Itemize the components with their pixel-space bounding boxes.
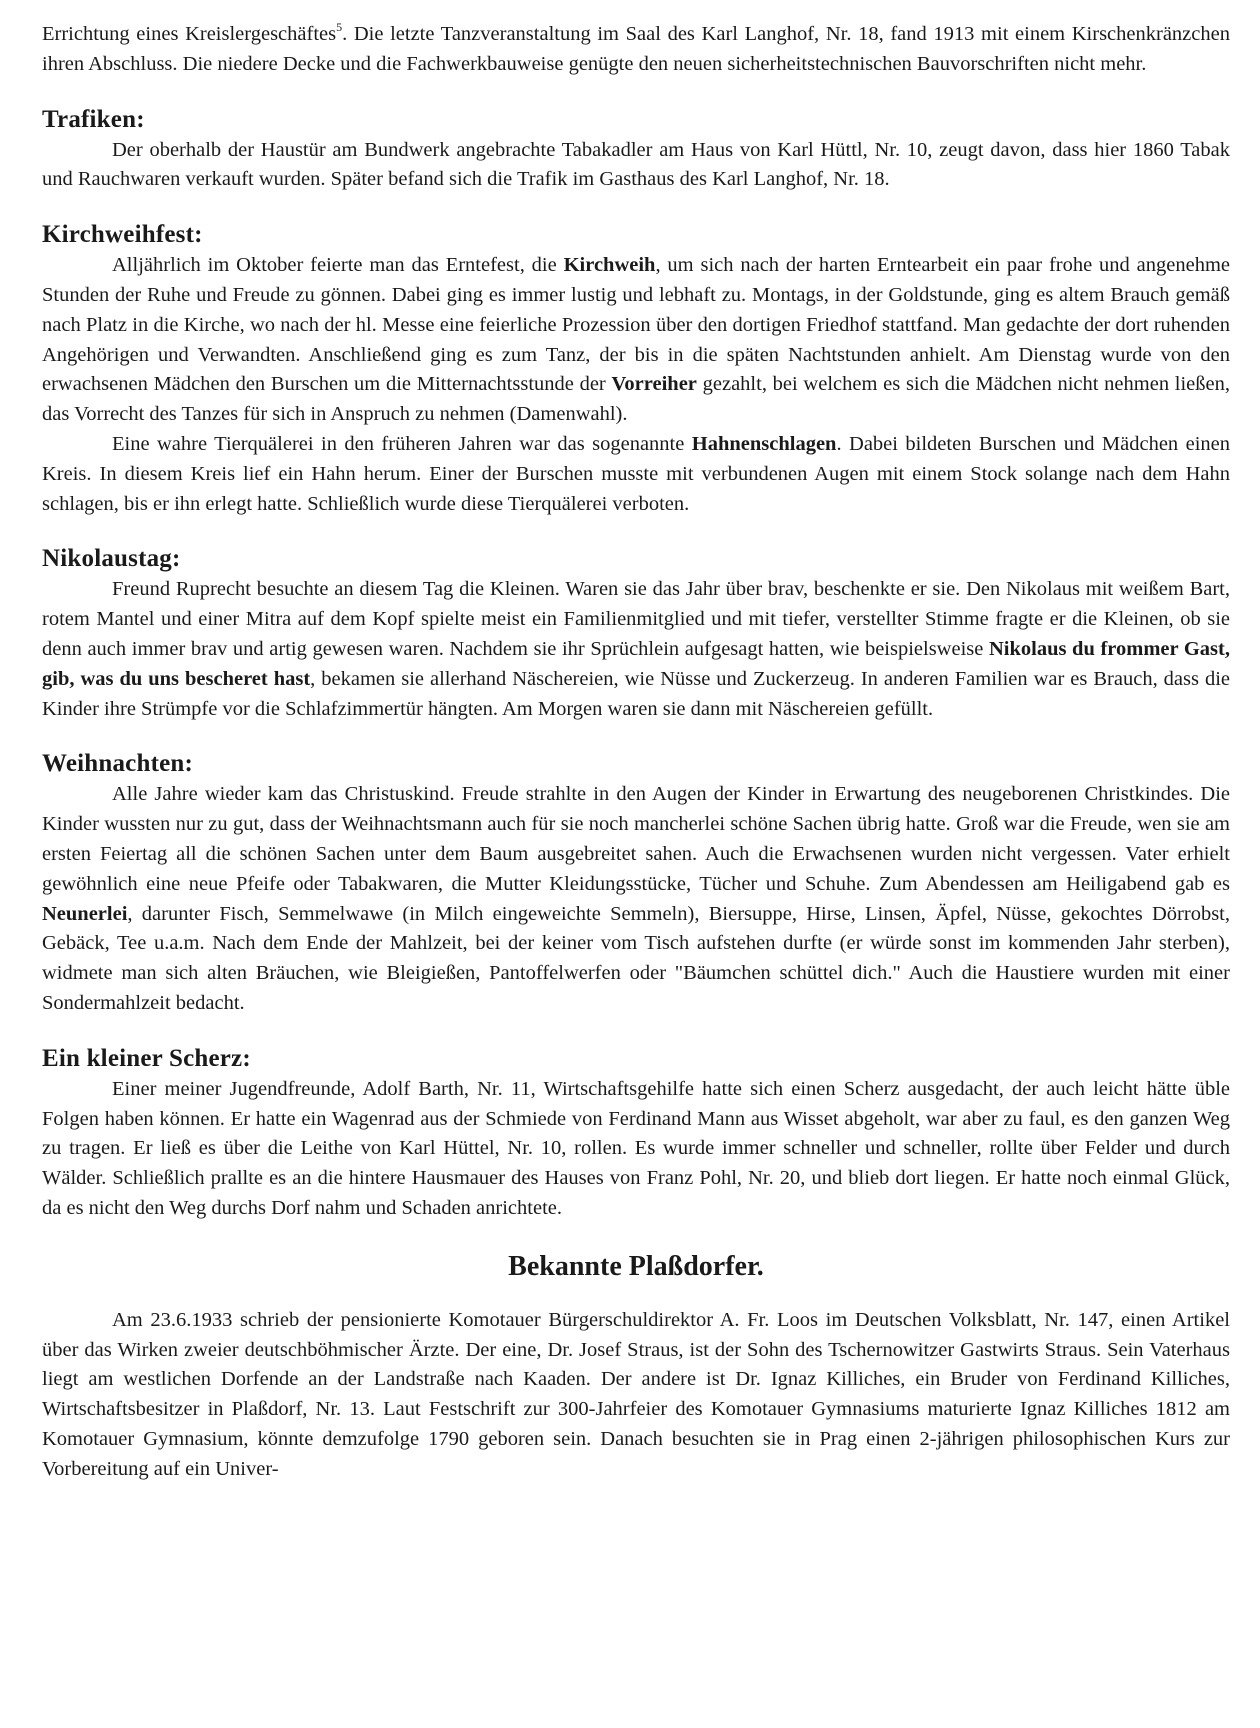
text-run: , darunter Fisch, Semmelwawe (in Milch eingeweichte Semmeln), Biersuppe, Hirse, Linsen, Äpfel, Nüsse, gekochtes Dörrobst, Gebäck, Tee u.a.m. Nach dem Ende der Mahlzeit, bei der keiner vom Tisch aufstehen durfte (er würde sonst im kommenden Jahr sterben), widmete man sich alten Bräuchen, wie Bleigießen, Pantoffelwerfen oder "Bäumchen schüttel dich." Auch die Haustiere wurden mit einer Sondermahlzeit bedacht. <box>42 902 1230 1014</box>
heading-kirchweih: Kirchweihfest: <box>42 221 203 249</box>
text-run: Freund Ruprecht besuchte an diesem Tag die Kleinen. Waren sie das Jahr über brav, beschenkte er sie. Den Nikolaus mit weißem Bart, rotem Mantel und einer Mitra auf dem Kopf spielte meist ein Familienmitglied und mit tiefer, verstellter Stimme fragte er die Kleinen, ob sie denn auch immer brav und artig gewesen waren. Nachdem sie ihr Sprüchlein aufgesagt hatten, wie beispielsweise <box>42 578 1230 660</box>
heading-scherz: Ein kleiner Scherz: <box>42 1044 251 1072</box>
bold-term: Neunerlei <box>42 902 128 925</box>
text-run: Alljährlich im Oktober feierte man das Erntefest, die <box>112 254 564 277</box>
bekannte-paragraph: Am 23.6.1933 schrieb der pensionierte Komotauer Bürgerschuldirektor A. Fr. Loos im Deutschen Volksblatt, Nr. 147, einen Artikel über das Wirken zweier deutschböhmischer Ärzte. Der eine, Dr. Josef Straus, ist der Sohn des Tschernowitzer Gastwirts Straus. Sein Vaterhaus liegt am westlichen Dorfende an der Landstraße nach Kaaden. Der andere ist Dr. Ignaz Killiches, ein Bruder von Ferdinand Killiches, Wirtschaftsbesitzer in Plaßdorf, Nr. 13. Laut Festschrift zur 300-Jahrfeier des Komotauer Gymnasiums maturierte Ignaz Killiches 1812 am Komotauer Gymnasium, könnte demzufolge 1790 geboren sein. Danach besuchten sie in Prag einen 2-jährigen philosophischen Kurs zur Vorbereitung auf ein Univer- <box>42 1308 1230 1480</box>
intro-paragraph <box>42 20 1230 80</box>
heading-trafiken: Trafiken: <box>42 105 145 133</box>
kirchweih-paragraph-1 <box>42 251 1230 430</box>
text-run: , um sich nach der harten Erntearbeit ein paar frohe und angenehme Stunden der Ruhe und Freude zu gönnen. Dabei ging es immer lustig und lebhaft zu. Montags, in der Goldstunde, ging es altem Brauch gemäß nach Platz in die Kirche, wo nach der hl. Messe eine feierliche Prozession über den dortigen Friedhof stattfand. Man gedachte der dort ruhenden Angehörigen und Verwandten. Anschließend ging es zum Tanz, der bis in die späten Nachtstunden anhielt. Am Dienstag wurde von den erwachsenen Mädchen den Burschen um die Mitternachtsstunde der <box>42 254 1230 396</box>
intro-text-cont: . Die letzte Tanzveranstaltung im Saal des Karl Langhof, Nr. 18, fand 1913 mit einem Kirschenkränzchen ihren Abschluss. Die niedere Decke und die Fachwerkbauweise genügte den neuen sicherheitstechnischen Bauvorschriften nicht mehr. <box>42 23 1230 75</box>
text-run: . Dabei bildeten Burschen und Mädchen einen Kreis. In diesem Kreis lief ein Hahn herum. Einer der Burschen musste mit verbundenen Augen mit einem Stock solange nach dem Hahn schlagen, bis er ihn erlegt hatte. Schließlich wurde diese Tierquälerei verboten. <box>42 432 1230 515</box>
text-run: , bekamen sie allerhand Näschereien, wie Nüsse und Zuckerzeug. In anderen Familien war es Brauch, dass die Kinder ihre Strümpfe vor die Schlafzimmertür hängten. Am Morgen waren sie dann mit Näschereien gefüllt. <box>42 667 1230 720</box>
text-run: gezahlt, bei welchem es sich die Mädchen nicht nehmen ließen, das Vorrecht des Tanzes für sich in Anspruch zu nehmen (Damenwahl). <box>42 373 1231 426</box>
intro-text: Errichtung eines Kreislergeschäftes <box>42 23 337 45</box>
heading-nikolaus: Nikolaustag: <box>42 545 181 573</box>
text-run: Alle Jahre wieder kam das Christuskind. Freude strahlte in den Augen der Kinder in Erwartung des neugeborenen Christkindes. Die Kinder wussten nur zu gut, dass der Weihnachtsmann auch für sie noch mancherlei schöne Sachen übrig hatte. Groß war die Freude, wen sie am ersten Feiertag all die schönen Sachen unter dem Baum ausgebreitet sahen. Auch die Erwachsenen wurden nicht vergessen. Vater erhielt gewöhnlich eine neue Pfeife oder Tabakwaren, die Mutter Kleidungsstücke, Tücher und Schuhe. Zum Abendessen am Heiligabend gab es <box>42 783 1230 895</box>
text-run: Eine wahre Tierquälerei in den früheren Jahren war das sogenannte <box>112 432 692 455</box>
heading-weihnachten: Weihnachten: <box>42 750 194 778</box>
trafiken-paragraph: Der oberhalb der Haustür am Bundwerk angebrachte Tabakadler am Haus von Karl Hüttl, Nr. 10, zeugt davon, dass hier 1860 Tabak und Rauchwaren verkauft wurden. Später befand sich die Trafik im Gasthaus des Karl Langhof, Nr. 18. <box>42 138 1230 191</box>
section-bekannte <box>42 1250 1230 1485</box>
section-kirchweih <box>42 219 1230 519</box>
bold-term: Hahnenschlagen <box>691 432 837 455</box>
nikolaus-paragraph <box>42 575 1230 724</box>
kirchweih-paragraph-2 <box>42 430 1230 519</box>
section-nikolaus <box>42 543 1230 724</box>
weihnachten-paragraph <box>42 780 1230 1018</box>
section-scherz <box>42 1043 1230 1224</box>
scherz-paragraph: Einer meiner Jugendfreunde, Adolf Barth, Nr. 11, Wirtschaftsgehilfe hatte sich einen Scherz ausgedacht, der auch leicht hätte üble Folgen haben können. Er hatte ein Wagenrad aus der Schmiede von Ferdinand Mann aus Wisset abgeholt, war aber zu faul, es den ganzen Weg zu tragen. Er ließ es über die Leithe von Karl Hüttel, Nr. 10, rollen. Es wurde immer schneller und schneller, rollte über Felder und durch Wälder. Schließlich prallte es an die hintere Hausmauer des Hauses von Franz Pohl, Nr. 20, und blieb dort liegen. Er hatte noch einmal Glück, da es nicht den Weg durchs Dorf nahm und Schaden anrichtete. <box>42 1077 1230 1219</box>
bold-term: Nikolaus du frommer Gast, gib, was du uns bescheret hast <box>42 637 1230 690</box>
bold-term: Kirchweih <box>563 254 656 277</box>
footnote-marker: 5 <box>336 20 343 34</box>
section-weihnachten <box>42 748 1230 1018</box>
bold-term: Vorreiher <box>611 373 697 396</box>
heading-bekannte: Bekannte Plaßdorfer. <box>508 1250 764 1282</box>
section-trafiken <box>42 104 1230 196</box>
